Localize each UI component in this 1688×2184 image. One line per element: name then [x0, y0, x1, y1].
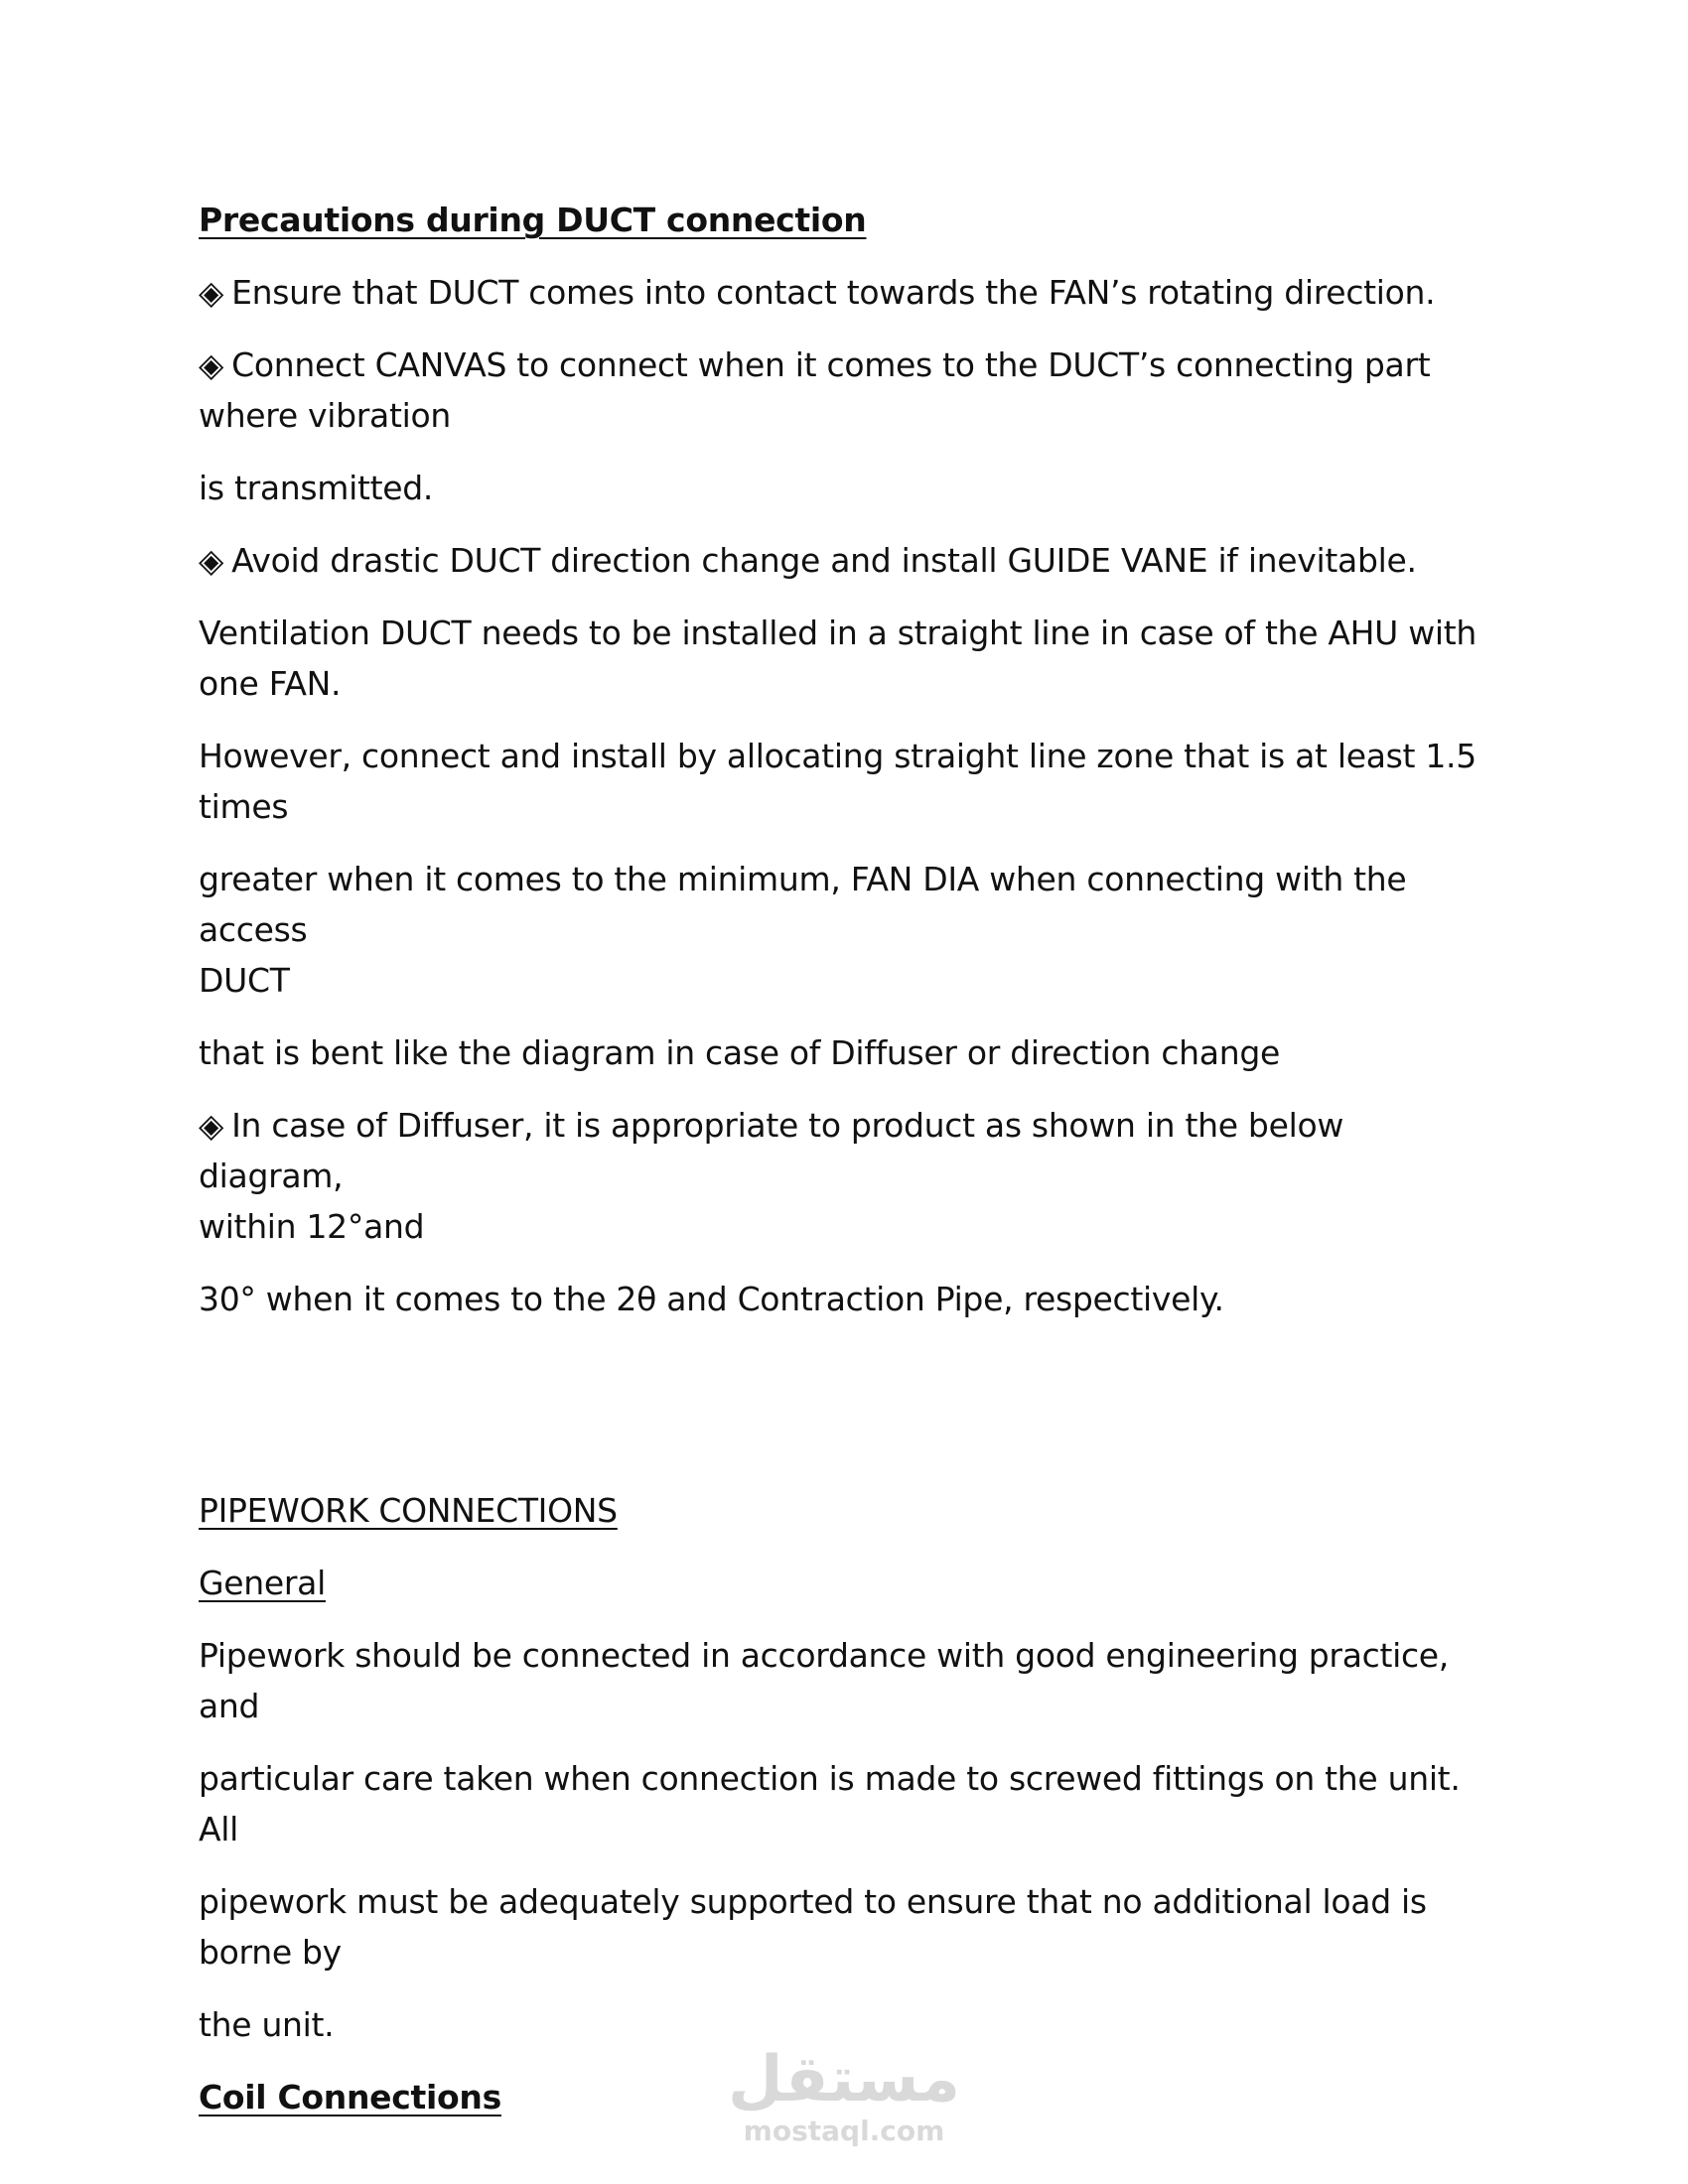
- pipework-paragraph-line3: [199, 1876, 1489, 1978]
- paragraph-text: pipework must be adequately supported to ensure that no additional load is: [199, 1882, 1427, 1921]
- paragraph-text: 30° when it comes to the 2θ and Contraction Pipe, respectively.: [199, 1280, 1224, 1318]
- bullet-canvas: [199, 340, 1489, 441]
- diamond-bullet-icon: ◈: [199, 273, 224, 312]
- paragraph-text-continued: one FAN.: [199, 664, 342, 703]
- diamond-bullet-icon: ◈: [199, 345, 224, 384]
- paragraph-30-degrees: [199, 1274, 1489, 1324]
- bullet-text: Ensure that DUCT comes into contact towards the FAN’s rotating direction.: [231, 273, 1436, 312]
- bullet-text: Avoid drastic DUCT direction change and install GUIDE VANE if inevitable.: [231, 541, 1417, 580]
- document-body: [199, 195, 1489, 2144]
- paragraph-text: Pipework should be connected in accordance with good engineering practice, and: [199, 1636, 1450, 1725]
- paragraph-text: the unit.: [199, 2005, 335, 2044]
- coil-connections-heading: Coil Connections: [199, 2078, 501, 2116]
- bullet-diffuser: [199, 1100, 1489, 1252]
- paragraph-however: [199, 731, 1489, 832]
- bullet-text: Connect CANVAS to connect when it comes to the DUCT’s connecting part: [231, 345, 1431, 384]
- section-precautions-title: [199, 195, 1489, 245]
- pipework-paragraph-line1: [199, 1630, 1489, 1731]
- paragraph-text: is transmitted.: [199, 469, 434, 507]
- bullet-duct-contact: [199, 267, 1489, 318]
- general-subheading: General: [199, 1564, 326, 1602]
- paragraph-greater: [199, 854, 1489, 1006]
- diamond-bullet-icon: ◈: [199, 1106, 224, 1145]
- bullet-guide-vane: [199, 535, 1489, 586]
- diamond-bullet-icon: ◈: [199, 541, 224, 580]
- bullet-text-continued: where vibration: [199, 396, 451, 435]
- paragraph-text: particular care taken when connection is made to screwed fittings on the unit. All: [199, 1759, 1461, 1848]
- section-pipework-title: [199, 1485, 1489, 1536]
- pipework-heading: PIPEWORK CONNECTIONS: [199, 1491, 618, 1530]
- section-general-subtitle: [199, 1558, 1489, 1608]
- pipework-paragraph-line2: [199, 1753, 1489, 1854]
- paragraph-text-continued: times: [199, 787, 289, 826]
- paragraph-text-continued: borne by: [199, 1933, 342, 1972]
- section-spacer: [199, 1346, 1489, 1485]
- watermark-arabic-text: مستقل: [727, 2043, 961, 2116]
- precautions-heading: Precautions during DUCT connection: [199, 201, 867, 239]
- bullet-text-continued: within 12°and: [199, 1207, 425, 1246]
- paragraph-text: greater when it comes to the minimum, FAN DIA when connecting with the access: [199, 860, 1407, 949]
- bullet-text: In case of Diffuser, it is appropriate to product as shown in the below diagram,: [199, 1106, 1344, 1195]
- paragraph-ventilation: [199, 608, 1489, 709]
- paragraph-text: However, connect and install by allocating straight line zone that is at least 1.5: [199, 737, 1477, 775]
- paragraph-text: that is bent like the diagram in case of Diffuser or direction change: [199, 1033, 1280, 1072]
- watermark-latin-text: mostaql.com: [743, 2115, 945, 2147]
- mostaql-watermark-logo: [695, 2045, 993, 2148]
- paragraph-text: Ventilation DUCT needs to be installed in a straight line in case of the AHU with: [199, 614, 1477, 652]
- paragraph-bent: [199, 1027, 1489, 1078]
- paragraph-text-continued: DUCT: [199, 961, 290, 1000]
- paragraph-transmitted: [199, 463, 1489, 513]
